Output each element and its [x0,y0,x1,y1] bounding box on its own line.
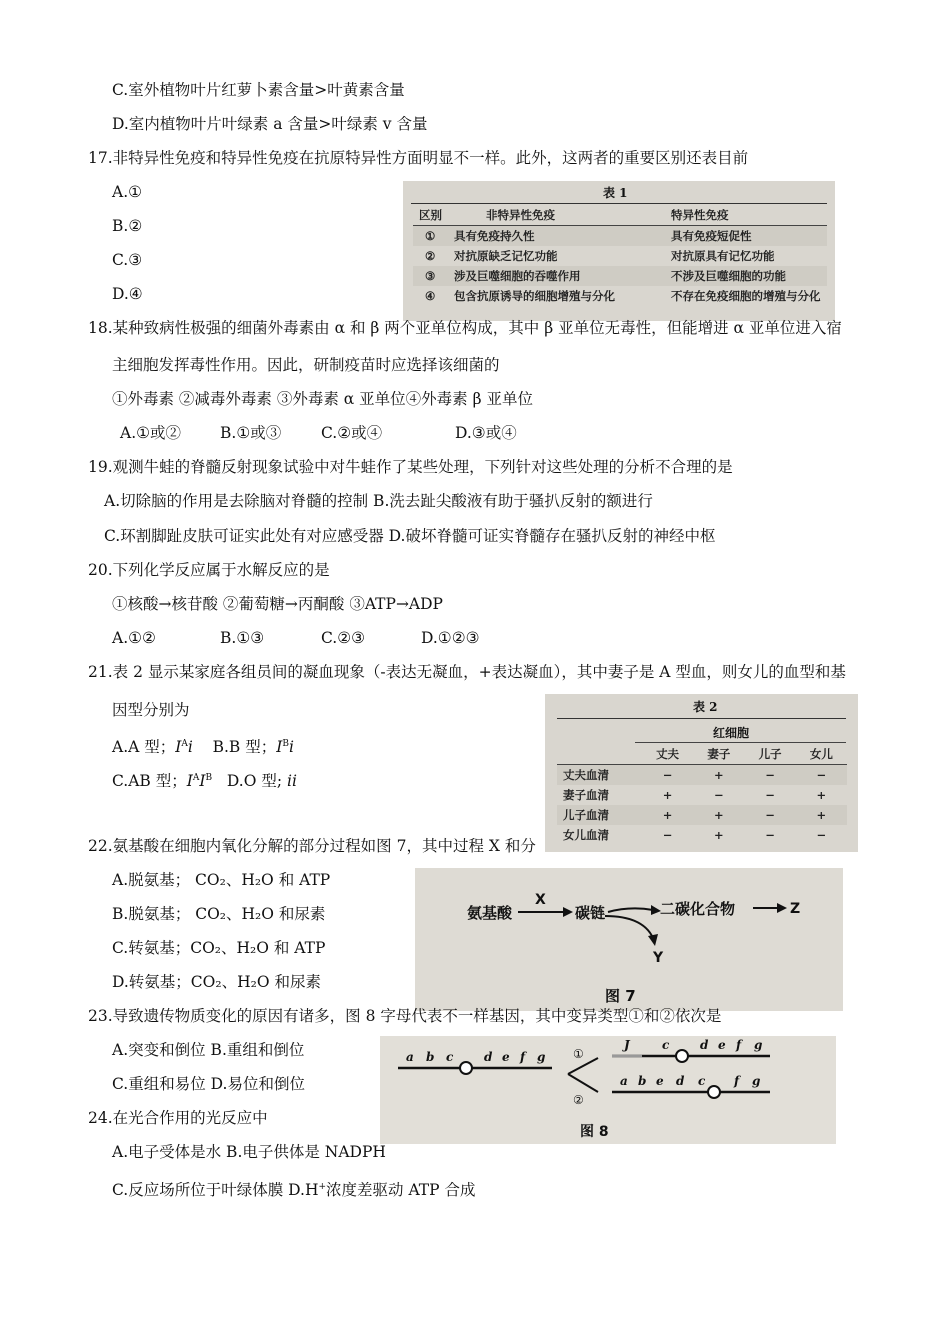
figure-7-node-c2-compound: 二碳化合物 [660,900,736,918]
q18-option-d: D.③或④ [455,424,517,442]
q17-option-d: D.④ [112,285,143,303]
q20-items: ①核酸→核苷酸 ②葡萄糖→丙酮酸 ③ATP→ADP [112,595,443,613]
q21-options-ab: A.A 型；$I^Ai$ B.B 型；$I^Bi$ [112,738,294,757]
q18-items: ①外毒素 ②减毒外毒素 ③外毒素 α 亚单位④外毒素 β 亚单位 [112,390,533,408]
figure-8-diagram [380,1036,836,1144]
gene-label: e [502,1050,510,1064]
gene-label: J [624,1038,630,1052]
figure-7-diagram [415,868,843,1011]
q23-options-cd: C.重组和易位 D.易位和倒位 [112,1075,305,1093]
gene-label: b [426,1050,435,1064]
gene-label: c [446,1050,454,1064]
gene-label: d [484,1050,493,1064]
figure-7-caption: 图 7 [605,987,636,1005]
figure-8-photo [380,1036,836,1144]
table-1-title: 表 1 [603,186,628,200]
table-1-header: 特异性免疫 [671,208,729,222]
gene-label: f [734,1074,740,1088]
q18-option-b: B.①或③ [220,424,282,442]
table-1-header: 非特异性免疫 [486,208,555,222]
q17-stem: 17.非特异性免疫和特异性免疫在抗原特异性方面明显不一样。此外，这两者的重要区别还表目前 [88,149,749,167]
table-1-photo [403,181,835,321]
table-row: ① 具有免疫持久性 具有免疫短促性 [413,226,827,247]
q22-stem: 22.氨基酸在细胞内氧化分解的部分过程如图 7，其中过程 X 和分 [88,837,536,855]
q20-option-d: D.①②③ [421,629,480,647]
gene-label: d [700,1038,709,1052]
q20-stem: 20.下列化学反应属于水解反应的是 [88,561,330,579]
table-1-header: 区别 [419,208,442,222]
q19-stem: 19.观测牛蛙的脊髓反射现象试验中对牛蛙作了某些处理，下列针对这些处理的分析不合理的是 [88,458,733,476]
q20-option-c: C.②③ [321,629,366,647]
figure-8-caption: 图 8 [580,1124,609,1140]
gene-label: a [620,1074,628,1088]
q20-option-b: B.①③ [220,629,265,647]
figure-7-photo [415,868,843,1011]
q21-stem-cont: 因型分别为 [112,701,190,719]
table-row: 儿子血清 + + − + [557,805,847,825]
table-2-header: 女儿 [809,747,833,761]
gene-label: e [656,1074,664,1088]
q18-stem-cont: 主细胞发挥毒性作用。因此，研制疫苗时应选择该细菌的 [112,356,500,374]
q22-option-a: A.脱氨基； CO₂、H₂O 和 ATP [112,871,331,889]
q24-options-ab: A.电子受体是水 B.电子供体是 NADPH [112,1143,386,1161]
table-row: ③ 涉及巨噬细胞的吞噬作用 不涉及巨噬细胞的功能 [413,266,827,286]
table-row: 妻子血清 + − − + [563,788,827,802]
q19-options-cd: C.环割脚趾皮肤可证实此处有对应感受器 D.破坏脊髓可证实脊髓存在骚扒反射的神经中枢 [104,527,716,545]
variant-marker-1: ① [573,1047,584,1061]
q16-option-d: D.室内植物叶片叶绿素 a 含量>叶绿素 v 含量 [112,115,428,133]
variant-marker-2: ② [573,1093,584,1107]
figure-7-label-z: Z [790,901,801,917]
gene-label: c [698,1074,706,1088]
q23-options-ab: A.突变和倒位 B.重组和倒位 [112,1041,305,1059]
q17-option-c: C.③ [112,251,143,269]
gene-label: g [537,1050,546,1064]
q24-stem: 24.在光合作用的光反应中 [88,1109,268,1127]
gene-label: g [754,1038,763,1052]
table-2-header: 妻子 [707,747,731,761]
gene-label: d [676,1074,685,1088]
gene-label: g [752,1074,761,1088]
table-2-header: 丈夫 [656,747,680,761]
table-row: 女儿血清 − + − − [563,828,827,842]
q17-option-a: A.① [112,183,143,201]
q22-option-b: B.脱氨基； CO₂、H₂O 和尿素 [112,905,326,923]
q19-options-ab: A.切除脑的作用是去除脑对脊髓的控制 B.洗去趾尖酸液有助于骚扒反射的额进行 [104,492,653,510]
q17-option-b: B.② [112,217,143,235]
q18-stem: 18.某种致病性极强的细菌外毒素由 α 和 β 两个亚单位构成，其中 β 亚单位无毒性，但能增进 α 亚单位进入宿 [88,319,842,337]
gene-label: c [662,1038,670,1052]
gene-label: f [736,1038,742,1052]
figure-7-node-carbon-chain: 碳链 [575,904,606,922]
q16-option-c: C.室外植物叶片红萝卜素含量>叶黄素含量 [112,81,405,99]
table-row: ② 对抗原缺乏记忆功能 对抗原具有记忆功能 [425,249,775,263]
table-2 [557,744,847,845]
q20-option-a: A.①② [112,629,156,647]
q21-stem: 21.表 2 显示某家庭各组员间的凝血现象（-表达无凝血，+表达凝血），其中妻子是 A 型血，则女儿的血型和基 [88,663,846,681]
table-2-title: 表 2 [693,700,718,714]
gene-label: f [520,1050,526,1064]
q22-option-c: C.转氨基；CO₂、H₂O 和 ATP [112,939,326,957]
figure-7-label-y: Y [653,950,664,966]
q21-options-cd: C.AB 型；$I^AI^B$ D.O 型; ii [112,772,297,791]
table-row: ④ 包含抗原诱导的细胞增殖与分化 不存在免疫细胞的增殖与分化 [425,289,821,303]
q22-option-d: D.转氨基；CO₂、H₂O 和尿素 [112,973,321,991]
table-2-header: 儿子 [758,747,782,761]
q24-options-cd: C.反应场所位于叶绿体膜 D.H+浓度差驱动 ATP 合成 [112,1181,476,1200]
q18-option-c: C.②或④ [321,424,383,442]
table-2-group-header: 红细胞 [713,726,750,740]
gene-label: e [718,1038,726,1052]
table-2-photo [545,694,858,852]
gene-label: b [638,1074,647,1088]
gene-label: a [406,1050,414,1064]
figure-7-node-amino-acid: 氨基酸 [467,904,513,922]
figure-7-label-x: X [535,892,546,908]
q23-stem: 23.导致遗传物质变化的原因有诸多，图 8 字母代表不一样基因，其中变异类型①和②依次是 [88,1007,722,1025]
table-1 [413,205,827,306]
q18-option-a: A.①或② [120,424,182,442]
table-row: 丈夫血清 − + − − [557,765,847,786]
